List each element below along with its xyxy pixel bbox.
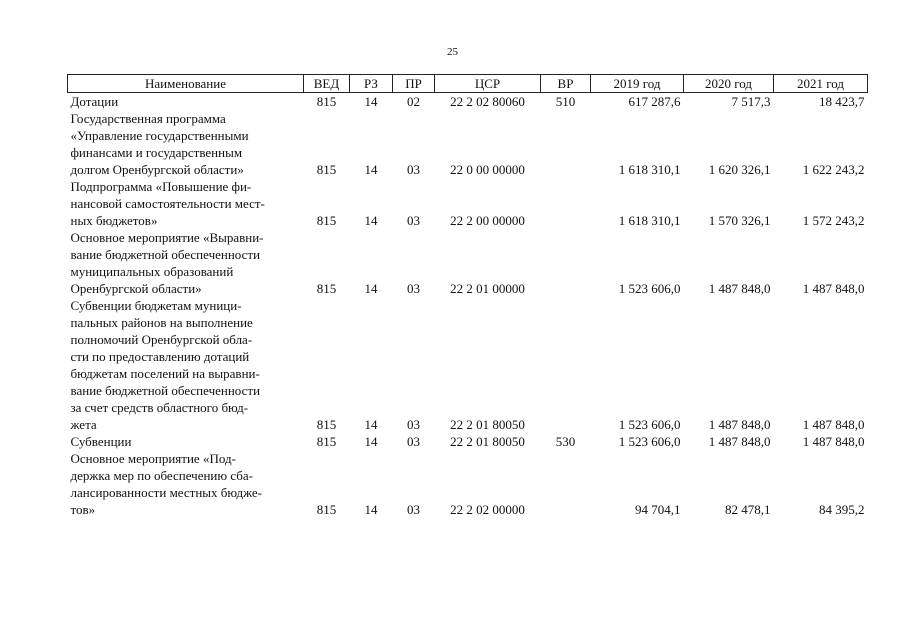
cell-rz: 14 [364,417,378,432]
cell-2021: 1 622 243,2 [802,162,865,177]
cell-rz: 14 [364,213,378,228]
cell-2020: 1 570 326,1 [708,213,771,228]
row-name-line: нансовой самостоятельности мест- [70,196,265,211]
row-name-line: держка мер по обеспечению сба- [70,468,253,483]
row-name-line: тов» [70,502,96,517]
column-header-ved: ВЕД [304,75,350,93]
column-header-vr: ВР [541,75,591,93]
cell-2019: 1 523 606,0 [618,417,681,432]
column-header-rz: РЗ [350,75,393,93]
cell-vr [541,178,591,229]
cell-2021: 18 423,7 [819,94,865,109]
row-name-line: полномочий Оренбургской обла- [70,332,253,347]
cell-2020: 82 478,1 [725,502,771,517]
cell-2019: 1 523 606,0 [618,281,681,296]
row-name-line: долгом Оренбургской области» [70,162,244,177]
cell-vr [541,110,591,178]
cell-pr: 03 [407,281,420,296]
cell-csr: 22 0 00 00000 [450,162,525,177]
row-name-line: сти по предоставлению дотаций [70,349,250,364]
cell-2020: 1 487 848,0 [708,434,771,449]
row-name [68,229,304,297]
cell-pr: 03 [407,434,420,449]
column-header-csr: ЦСР [435,75,541,93]
cell-2021: 1 572 243,2 [802,213,865,228]
row-name-line: Субвенции [70,434,132,449]
cell-ved: 815 [316,417,337,432]
row-name-line: Субвенции бюджетам муници- [70,298,242,313]
cell-vr [541,229,591,297]
cell-2021: 1 487 848,0 [802,434,865,449]
cell-vr [541,450,591,518]
cell-vr [541,297,591,433]
cell-rz: 14 [364,94,378,109]
table-row [68,297,868,433]
column-header-2019: 2019 год [591,75,684,93]
row-name [68,93,304,111]
cell-csr: 22 2 01 80050 [450,417,525,432]
cell-2019: 1 618 310,1 [618,162,681,177]
table-row [68,433,868,450]
row-name-line: «Управление государственными [70,128,249,143]
row-name-line: лансированности местных бюдже- [70,485,262,500]
row-name-line: Основное мероприятие «Выравни- [70,230,264,245]
cell-2019: 94 704,1 [635,502,681,517]
row-name-line: муниципальных образований [70,264,234,279]
row-name-line: финансами и государственным [70,145,243,160]
cell-ved: 815 [316,281,337,296]
cell-csr: 22 2 02 80060 [450,94,525,109]
row-name [68,297,304,433]
row-name-line: Основное мероприятие «Под- [70,451,236,466]
table-row [68,450,868,518]
row-name-line: жета [70,417,97,432]
table-row [68,93,868,111]
cell-vr: 530 [555,434,576,449]
cell-ved: 815 [316,502,337,517]
row-name [68,450,304,518]
row-name [68,433,304,450]
row-name-line: вание бюджетной обеспеченности [70,247,261,262]
table-row [68,110,868,178]
cell-rz: 14 [364,162,378,177]
budget-table [67,74,868,518]
cell-csr: 22 2 01 00000 [450,281,525,296]
cell-pr: 03 [407,162,420,177]
row-name [68,178,304,229]
cell-vr: 510 [555,94,576,109]
table-header-row [68,75,868,93]
row-name-line: Оренбургской области» [70,281,202,296]
cell-2020: 1 487 848,0 [708,281,771,296]
table-row [68,229,868,297]
page-number: 25 [447,46,458,58]
cell-ved: 815 [316,94,337,109]
cell-pr: 03 [407,213,420,228]
row-name-line: Дотации [70,94,119,109]
cell-2021: 1 487 848,0 [802,417,865,432]
cell-2021: 84 395,2 [819,502,865,517]
row-name-line: за счет средств областного бюд- [70,400,249,415]
column-header-2021: 2021 год [774,75,868,93]
row-name-line: бюджетам поселений на выравни- [70,366,260,381]
cell-2020: 7 517,3 [731,94,771,109]
cell-2020: 1 487 848,0 [708,417,771,432]
cell-2019: 617 287,6 [628,94,681,109]
row-name-line: Подпрограмма «Повышение фи- [70,179,252,194]
cell-2021: 1 487 848,0 [802,281,865,296]
cell-ved: 815 [316,434,337,449]
cell-2019: 1 618 310,1 [618,213,681,228]
row-name-line: Государственная программа [70,111,226,126]
cell-csr: 22 2 02 00000 [450,502,525,517]
cell-ved: 815 [316,213,337,228]
cell-csr: 22 2 01 80050 [450,434,525,449]
cell-csr: 22 2 00 00000 [450,213,525,228]
row-name-line: ных бюджетов» [70,213,158,228]
column-header-2020: 2020 год [684,75,774,93]
table-row [68,178,868,229]
cell-rz: 14 [364,281,378,296]
cell-rz: 14 [364,434,378,449]
cell-pr: 03 [407,502,420,517]
cell-pr: 03 [407,417,420,432]
row-name-line: пальных районов на выполнение [70,315,253,330]
row-name-line: вание бюджетной обеспеченности [70,383,261,398]
cell-rz: 14 [364,502,378,517]
cell-2019: 1 523 606,0 [618,434,681,449]
row-name [68,110,304,178]
column-header-pr: ПР [393,75,435,93]
cell-2020: 1 620 326,1 [708,162,771,177]
cell-pr: 02 [407,94,420,109]
cell-ved: 815 [316,162,337,177]
column-header-name: Наименование [68,75,304,93]
